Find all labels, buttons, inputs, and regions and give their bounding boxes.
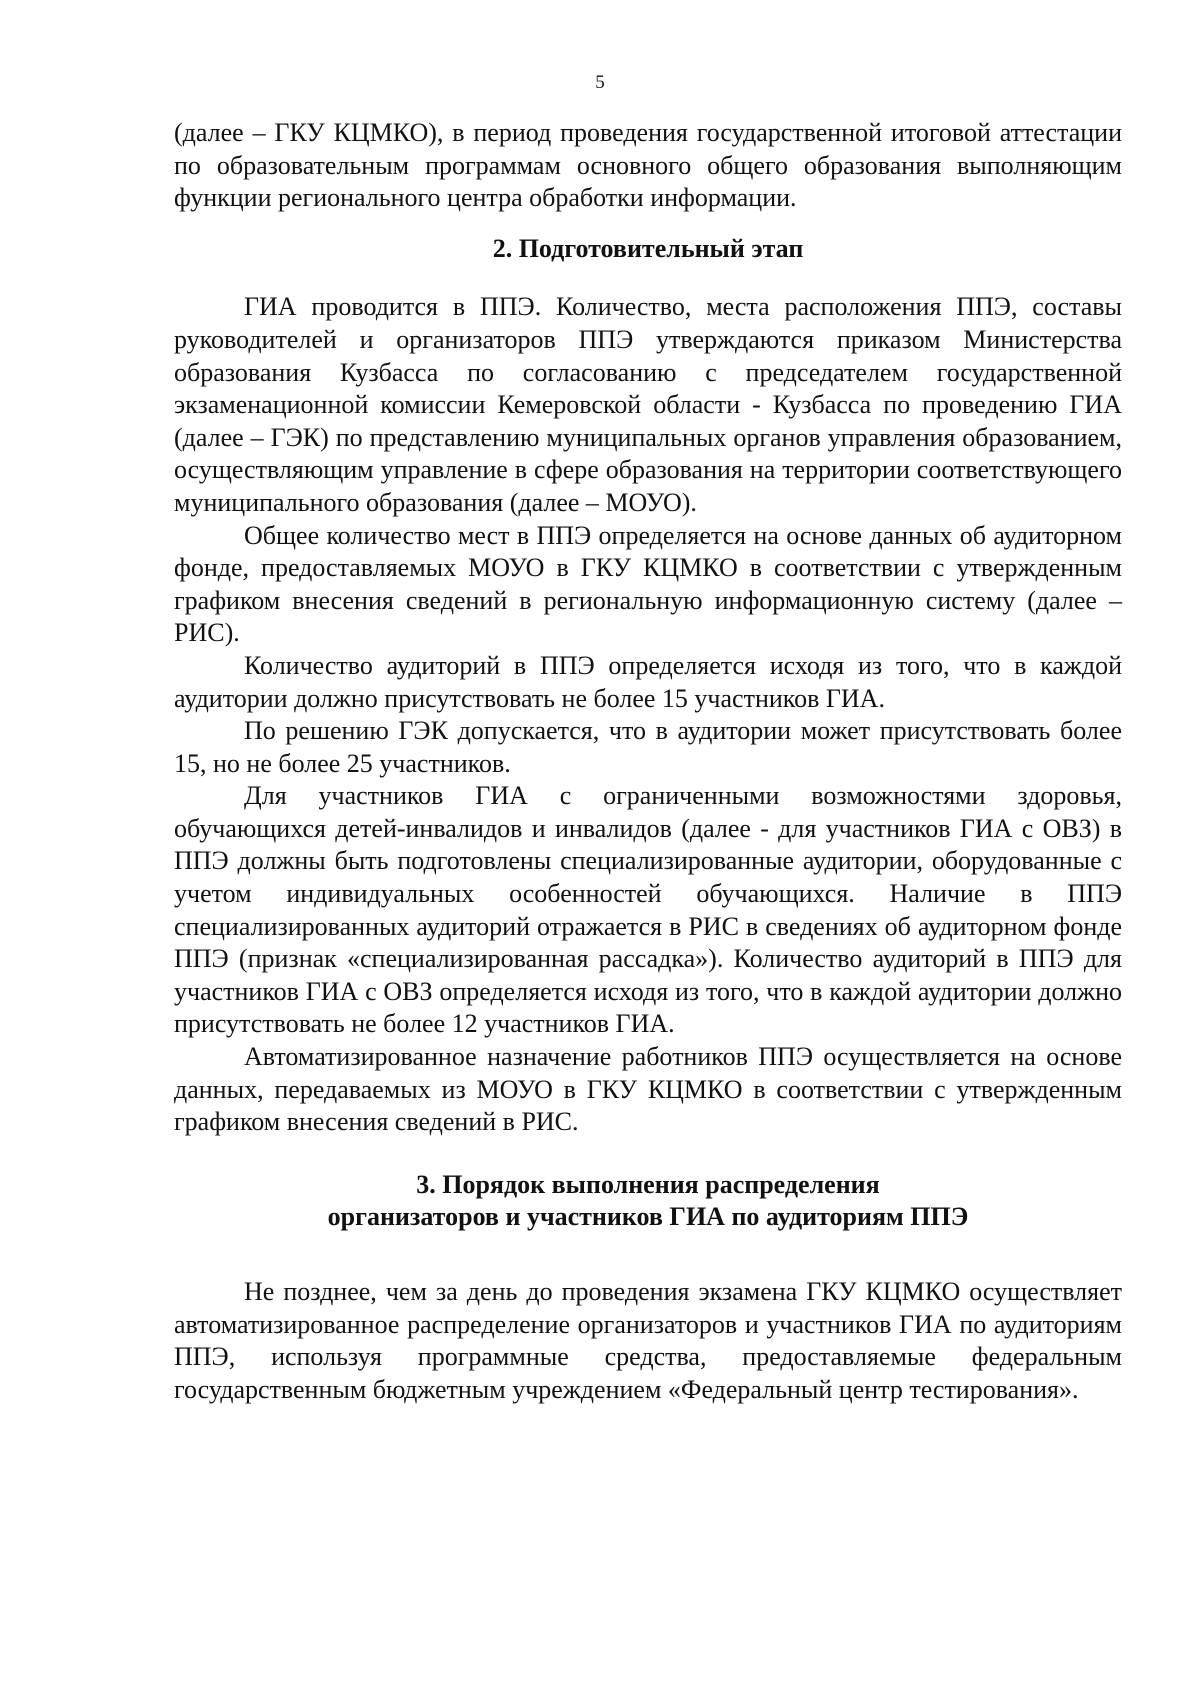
intro-paragraph: (далее – ГКУ КЦМКО), в период проведения государственной итоговой аттестации по образовательным программам основного общего образования выполняющим функции регионального центра обработки информации. bbox=[174, 118, 1122, 213]
document-body bbox=[174, 117, 1122, 1406]
section-2-paragraph-1: ГИА проводится в ППЭ. Количество, места расположения ППЭ, составы руководителей и организаторов ППЭ утверждаются приказом Министерства образования Кузбасса по согласованию с председателем государственной экзаменационной комиссии Кемеровской области - Кузбасса по проведению ГИА (далее – ГЭК) по представлению муниципальных органов управления образованием, осуществляющим управление в сфере образования на территории соответствующего муниципального образования (далее – МОУО). bbox=[174, 292, 1122, 517]
section-2-heading: 2. Подготовительный этап bbox=[492, 233, 804, 263]
section-3-paragraph-1: Не позднее, чем за день до проведения экзамена ГКУ КЦМКО осуществляет автоматизированное распределение организаторов и участников ГИА по аудиториям ППЭ, используя программные средства, предоставляемые федеральным государственным бюджетным учреждением «Федеральный центр тестирования». bbox=[174, 1277, 1122, 1404]
section-2-paragraph-6: Автоматизированное назначение работников ППЭ осуществляется на основе данных, передаваемых из МОУО в ГКУ КЦМКО в соответствии с утвержденным графиком внесения сведений в РИС. bbox=[174, 1042, 1122, 1137]
section-3-heading-line-2: организаторов и участников ГИА по аудиториям ППЭ bbox=[327, 1202, 969, 1232]
section-3-heading-line-1: 3. Порядок выполнения распределения bbox=[416, 1169, 880, 1199]
page-number: 5 bbox=[595, 72, 605, 93]
section-3-heading bbox=[174, 1169, 1122, 1234]
section-2-paragraph-4: По решению ГЭК допускается, что в аудитории может присутствовать более 15, но не более 25 участников. bbox=[174, 716, 1122, 778]
section-2-paragraph-2: Общее количество мест в ППЭ определяется на основе данных об аудиторном фонде, предоставляемых МОУО в ГКУ КЦМКО в соответствии с утвержденным графиком внесения сведений в региональную информационную систему (далее – РИС). bbox=[174, 520, 1122, 648]
section-2-paragraph-3: Количество аудиторий в ППЭ определяется исходя из того, что в каждой аудитории должно присутствовать не более 15 участников ГИА. bbox=[174, 650, 1122, 713]
section-2-paragraph-5: Для участников ГИА с ограниченными возможностями здоровья, обучающихся детей-инвалидов и инвалидов (далее - для участников ГИА с ОВЗ) в ППЭ должны быть подготовлены специализированные аудитории, оборудованные с учетом индивидуальных особенностей обучающихся. Наличие в ППЭ специализированных аудиторий отражается в РИС в сведениях об аудиторном фонде ППЭ (признак «специализированная рассадка»). Количество аудиторий в ППЭ для участников ГИА с ОВЗ определяется исходя из того, что в каждой аудитории должно присутствовать не более 12 участников ГИА. bbox=[174, 781, 1122, 1039]
